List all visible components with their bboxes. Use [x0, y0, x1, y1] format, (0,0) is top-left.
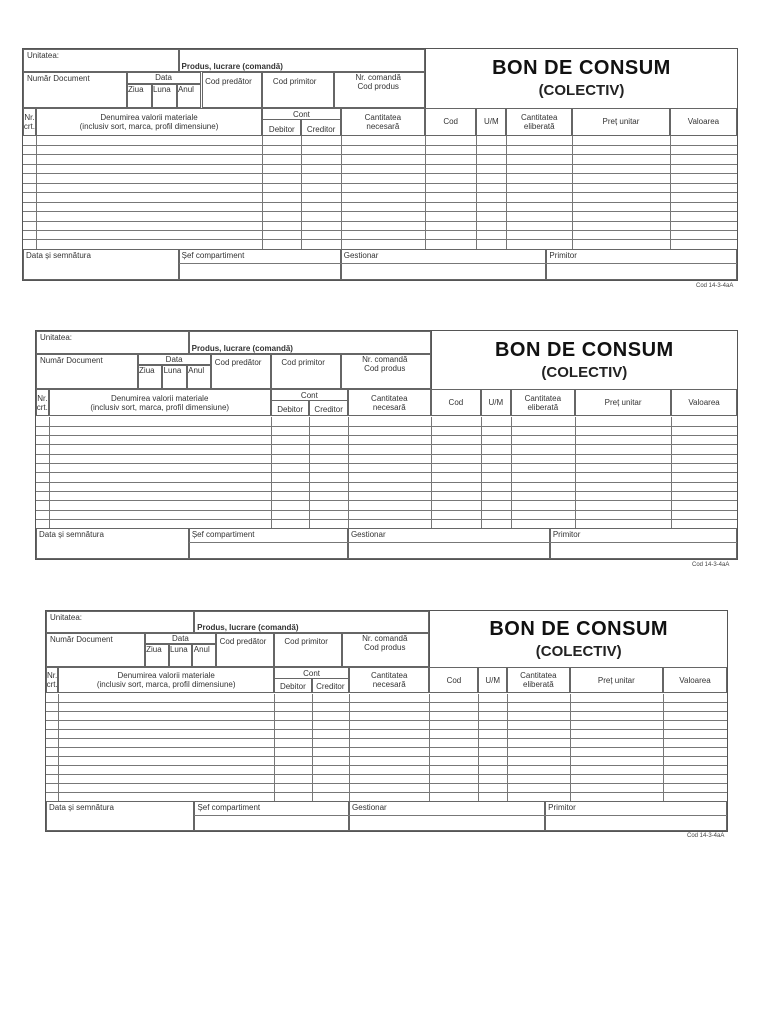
col-header-cont: Cont: [271, 389, 348, 401]
col-header-cantitatea-necesara: Cantitatea necesară: [349, 667, 429, 693]
gestionar-label: Gestionar: [343, 250, 379, 260]
col-header-cont-creditor: Creditor: [309, 389, 348, 416]
col-header-um: U/M: [481, 389, 510, 416]
data-semnatura-label: Data și semnătura: [39, 530, 104, 540]
date-anul-label: Anul: [193, 645, 210, 654]
col-header-cont-debitor: Debitor: [271, 389, 310, 416]
cod-predator-label: Cod predător: [219, 637, 267, 647]
date-luna-label: Luna: [169, 645, 188, 654]
form-code-label: Cod 14-3-4aA: [692, 562, 730, 568]
col-header-nr-crt: Nr. crt.: [46, 667, 58, 693]
table-column-line: [511, 417, 512, 529]
nr-comanda-label: [337, 73, 419, 91]
col-header-cont-debitor: Debitor: [262, 108, 301, 136]
table-row-line: [46, 738, 727, 739]
col-header-cont-creditor: Creditor: [312, 667, 349, 693]
table-column-line: [572, 136, 573, 249]
table-row-line: [23, 154, 737, 155]
col-header-pret-unitar: Preț unitar: [572, 108, 670, 136]
table-row-line: [36, 482, 737, 483]
table-column-line: [506, 136, 507, 249]
table-column-line: [274, 694, 275, 802]
table-column-line: [476, 136, 477, 249]
date-anul-label: Anul: [188, 366, 205, 376]
footer-inner-line: [189, 542, 737, 543]
table-row-line: [46, 792, 727, 793]
primitor-label: Primitor: [548, 803, 576, 813]
table-column-line: [429, 694, 430, 802]
unitatea-label: Unitatea:: [50, 613, 83, 622]
table-column-line: [570, 694, 571, 802]
table-row-line: [46, 702, 727, 703]
footer-inner-line: [179, 263, 737, 264]
footer-inner-line: [194, 815, 727, 816]
table-column-line: [348, 417, 349, 529]
table-row-line: [23, 211, 737, 212]
table-row-line: [36, 463, 737, 464]
date-ziua-label: Ziua: [146, 645, 162, 654]
table-row-line: [46, 729, 727, 730]
data-label: Data: [165, 354, 183, 364]
nr-comanda-text: Nr. comandă: [362, 354, 408, 364]
nr-comanda-label: [344, 355, 425, 373]
table-row-line: [23, 239, 737, 240]
col-header-cantitatea-necesara: Cantitatea necesară: [341, 108, 425, 136]
table-row-line: [46, 774, 727, 775]
table-row-line: [36, 426, 737, 427]
form-title: BON DE CONSUM: [494, 339, 674, 362]
date-anul-label: Anul: [177, 84, 194, 94]
consumption-voucher-form-3: [45, 610, 728, 832]
table-row-line: [46, 783, 727, 784]
sef-compartiment-label: Șef compartiment: [181, 250, 245, 260]
col-header-cod: Cod: [431, 389, 481, 416]
table-row-line: [23, 221, 737, 222]
col-header-cod: Cod: [425, 108, 476, 136]
table-column-line: [271, 417, 272, 529]
table-column-line: [309, 417, 310, 529]
table-column-line: [425, 136, 426, 249]
table-column-line: [663, 694, 664, 802]
col-header-um: U/M: [478, 667, 507, 693]
table-column-line: [349, 694, 350, 802]
produs-label: Produs, lucrare (comandă): [191, 343, 293, 353]
col-header-pret-unitar: Preț unitar: [570, 667, 663, 693]
primitor-label: Primitor: [552, 530, 581, 540]
sef-compartiment-label: Șef compartiment: [191, 530, 255, 540]
date-ziua-label: Ziua: [127, 84, 144, 94]
table-row-line: [23, 173, 737, 174]
table-column-line: [671, 417, 672, 529]
form-code-label: Cod 14-3-4aA: [696, 283, 734, 289]
consumption-voucher-form-1: [22, 48, 738, 281]
table-row-line: [36, 519, 737, 520]
col-header-cantitatea-eliberata: Cantitatea eliberată: [511, 389, 575, 416]
date-luna-label: Luna: [163, 366, 182, 376]
numar-document-label: Număr Document: [27, 74, 90, 84]
produs-label: Produs, lucrare (comandă): [197, 623, 299, 633]
table-column-line: [341, 136, 342, 249]
cod-produs-text: Cod produs: [357, 82, 399, 92]
form-subtitle: (COLECTIV): [535, 643, 622, 661]
col-header-cantitatea-eliberata: Cantitatea eliberată: [507, 667, 570, 693]
table-column-line: [431, 417, 432, 529]
table-row-line: [36, 444, 737, 445]
table-column-line: [301, 136, 302, 249]
form-code-label: Cod 14-3-4aA: [687, 833, 725, 839]
date-ziua-label: Ziua: [139, 366, 155, 376]
form-title: BON DE CONSUM: [492, 57, 671, 80]
col-header-cod: Cod: [429, 667, 478, 693]
title-box: [425, 49, 737, 109]
table-row-line: [23, 230, 737, 231]
sef-compartiment-label: Șef compartiment: [197, 803, 261, 813]
table-row-line: [23, 192, 737, 193]
form-subtitle: (COLECTIV): [541, 364, 628, 382]
col-header-um: U/M: [476, 108, 506, 136]
title-box: [429, 611, 727, 668]
cod-produs-text: Cod produs: [364, 363, 406, 373]
col-header-valoarea: Valoarea: [663, 667, 727, 693]
nr-comanda-text: Nr. comandă: [355, 73, 401, 83]
col-header-denumirea: Denumirea valorii materiale (inclusiv sort, marca, profil dimensiune): [36, 108, 262, 136]
table-column-line: [481, 417, 482, 529]
cod-primitor-label: Cod primitor: [284, 637, 328, 647]
table-column-line: [312, 694, 313, 802]
data-label: Data: [155, 73, 172, 83]
gestionar-label: Gestionar: [352, 803, 387, 813]
col-header-cont-debitor: Debitor: [274, 667, 311, 693]
col-header-cont-creditor: Creditor: [301, 108, 340, 136]
col-header-cont: Cont: [262, 108, 341, 120]
table-column-line: [58, 694, 59, 802]
col-header-denumirea: Denumirea valorii materiale (inclusiv sort, marca, profil dimensiune): [58, 667, 274, 693]
table-row-line: [46, 711, 727, 712]
col-header-cantitatea-eliberata: Cantitatea eliberată: [506, 108, 572, 136]
data-semnatura-label: Data și semnătura: [49, 803, 114, 813]
col-header-denumirea: Denumirea valorii materiale (inclusiv sort, marca, profil dimensiune): [49, 389, 271, 416]
gestionar-label: Gestionar: [350, 530, 386, 540]
primitor-label: Primitor: [549, 250, 577, 260]
table-row-line: [23, 145, 737, 146]
cod-predator-label: Cod predător: [205, 76, 252, 86]
col-header-cont: Cont: [274, 667, 349, 679]
col-header-pret-unitar: Preț unitar: [575, 389, 671, 416]
table-column-line: [262, 136, 263, 249]
table-column-line: [670, 136, 671, 249]
table-row-line: [46, 756, 727, 757]
table-row-line: [23, 164, 737, 165]
data-label: Data: [171, 634, 189, 643]
table-column-line: [575, 417, 576, 529]
table-row-line: [36, 435, 737, 436]
unitatea-label: Unitatea:: [27, 51, 60, 60]
table-row-line: [36, 491, 737, 492]
table-column-line: [36, 136, 37, 249]
consumption-voucher-form-2: [35, 330, 738, 560]
nr-comanda-label: [346, 634, 424, 652]
cod-primitor-label: Cod primitor: [272, 76, 317, 86]
numar-document-label: Număr Document: [40, 355, 103, 365]
table-row-line: [36, 500, 737, 501]
table-row-line: [46, 747, 727, 748]
col-header-valoarea: Valoarea: [670, 108, 737, 136]
cod-predator-label: Cod predător: [214, 358, 262, 368]
nr-comanda-text: Nr. comandă: [362, 634, 408, 643]
table-row-line: [23, 183, 737, 184]
table-column-line: [49, 417, 50, 529]
cod-produs-text: Cod produs: [364, 643, 406, 652]
table-row-line: [36, 472, 737, 473]
col-header-valoarea: Valoarea: [671, 389, 737, 416]
data-semnatura-label: Data și semnătura: [26, 250, 91, 260]
table-row-line: [23, 202, 737, 203]
table-row-line: [46, 720, 727, 721]
numar-document-label: Număr Document: [50, 635, 113, 644]
date-luna-label: Luna: [152, 84, 171, 94]
table-row-line: [46, 765, 727, 766]
col-header-nr-crt: Nr. crt.: [23, 108, 36, 136]
produs-label: Produs, lucrare (comandă): [181, 61, 283, 71]
col-header-cantitatea-necesara: Cantitatea necesară: [348, 389, 431, 416]
table-column-line: [507, 694, 508, 802]
table-row-line: [36, 510, 737, 511]
form-title: BON DE CONSUM: [489, 618, 669, 641]
form-subtitle: (COLECTIV): [538, 82, 625, 100]
table-row-line: [36, 454, 737, 455]
col-header-nr-crt: Nr. crt.: [36, 389, 49, 416]
unitatea-label: Unitatea:: [40, 333, 73, 342]
title-box: [431, 331, 737, 390]
cod-primitor-label: Cod primitor: [281, 358, 325, 368]
table-column-line: [478, 694, 479, 802]
